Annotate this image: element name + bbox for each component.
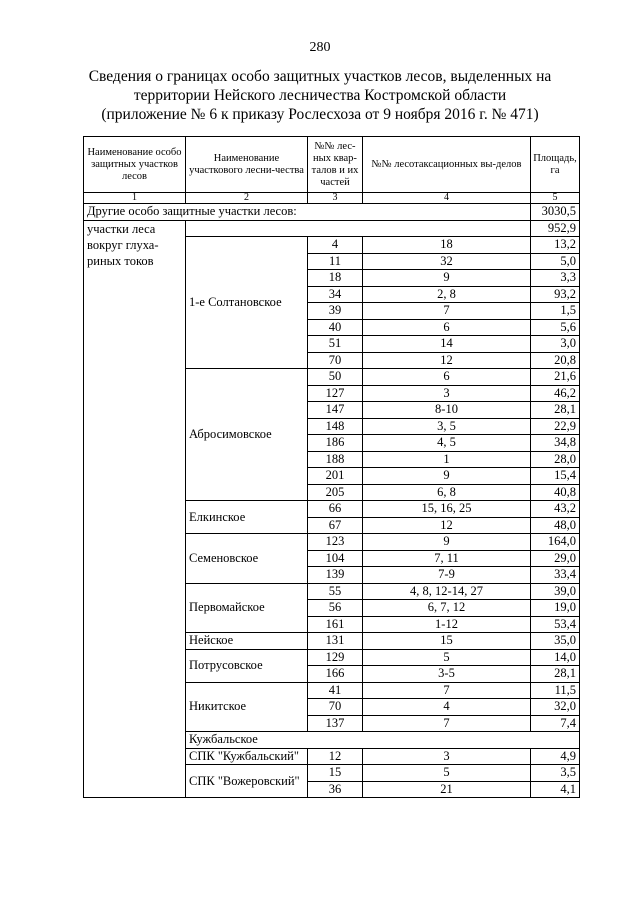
area-value: 32,0 <box>531 699 580 716</box>
allotment-numbers: 7-9 <box>363 567 531 584</box>
area-value: 13,2 <box>531 237 580 254</box>
header-cell: №№ лес-ных квар-талов и их частей <box>308 137 363 193</box>
allotment-numbers: 7 <box>363 682 531 699</box>
column-number: 1 <box>84 193 186 204</box>
column-number: 5 <box>531 193 580 204</box>
column-number: 4 <box>363 193 531 204</box>
allotment-numbers: 15 <box>363 633 531 650</box>
allotment-numbers: 8-10 <box>363 402 531 419</box>
area-value: 46,2 <box>531 385 580 402</box>
quarter-number: 66 <box>308 501 363 518</box>
section-total: 952,9 <box>531 220 580 237</box>
area-value: 29,0 <box>531 550 580 567</box>
quarter-number: 205 <box>308 484 363 501</box>
header-cell: Наименование участкового лесни-чества <box>186 137 308 193</box>
area-value: 22,9 <box>531 418 580 435</box>
allotment-numbers: 4, 5 <box>363 435 531 452</box>
area-value: 93,2 <box>531 286 580 303</box>
area-value: 28,1 <box>531 402 580 419</box>
empty-cell <box>186 220 531 237</box>
quarter-number: 4 <box>308 237 363 254</box>
allotment-numbers: 21 <box>363 781 531 798</box>
quarter-number: 55 <box>308 583 363 600</box>
quarter-number: 137 <box>308 715 363 732</box>
allotment-numbers: 9 <box>363 468 531 485</box>
allotment-numbers: 2, 8 <box>363 286 531 303</box>
quarter-number: 123 <box>308 534 363 551</box>
quarter-number: 36 <box>308 781 363 798</box>
area-value: 21,6 <box>531 369 580 386</box>
forestry-name: СПК "Вожеровский" <box>186 765 308 798</box>
allotment-numbers: 3 <box>363 748 531 765</box>
quarter-number: 56 <box>308 600 363 617</box>
allotment-numbers: 3 <box>363 385 531 402</box>
area-value: 3,0 <box>531 336 580 353</box>
allotment-numbers: 3, 5 <box>363 418 531 435</box>
quarter-number: 166 <box>308 666 363 683</box>
boundaries-table <box>83 136 580 798</box>
area-value: 164,0 <box>531 534 580 551</box>
quarter-number: 127 <box>308 385 363 402</box>
forestry-name: Нейское <box>186 633 308 650</box>
quarter-number: 129 <box>308 649 363 666</box>
allotment-numbers: 1 <box>363 451 531 468</box>
other-areas-row <box>84 204 580 221</box>
allotment-numbers: 5 <box>363 649 531 666</box>
area-value: 48,0 <box>531 517 580 534</box>
forestry-name: Потрусовское <box>186 649 308 682</box>
section-label: участки леса вокруг глуха-риных токов <box>84 220 186 798</box>
allotment-numbers: 18 <box>363 237 531 254</box>
area-value: 19,0 <box>531 600 580 617</box>
quarter-number: 51 <box>308 336 363 353</box>
area-value: 43,2 <box>531 501 580 518</box>
area-value: 4,1 <box>531 781 580 798</box>
allotment-numbers: 1-12 <box>363 616 531 633</box>
header-cell: Площадь, га <box>531 137 580 193</box>
allotment-numbers: 32 <box>363 253 531 270</box>
quarter-number: 186 <box>308 435 363 452</box>
area-value: 11,5 <box>531 682 580 699</box>
allotment-numbers: 7, 11 <box>363 550 531 567</box>
quarter-number: 67 <box>308 517 363 534</box>
allotment-numbers: 4, 8, 12-14, 27 <box>363 583 531 600</box>
allotment-numbers: 6 <box>363 319 531 336</box>
area-value: 5,0 <box>531 253 580 270</box>
allotment-numbers: 15, 16, 25 <box>363 501 531 518</box>
quarter-number: 70 <box>308 699 363 716</box>
quarter-number: 161 <box>308 616 363 633</box>
quarter-number: 12 <box>308 748 363 765</box>
area-value: 28,1 <box>531 666 580 683</box>
quarter-number: 104 <box>308 550 363 567</box>
allotment-numbers: 6 <box>363 369 531 386</box>
other-areas-total: 3030,5 <box>531 204 580 221</box>
document-title <box>60 67 580 124</box>
forestry-name: Первомайское <box>186 583 308 633</box>
column-number: 3 <box>308 193 363 204</box>
allotment-numbers: 7 <box>363 303 531 320</box>
quarter-number: 188 <box>308 451 363 468</box>
forestry-name: Никитское <box>186 682 308 732</box>
header-cell: №№ лесотаксационных вы-делов <box>363 137 531 193</box>
allotment-numbers: 12 <box>363 352 531 369</box>
other-areas-label: Другие особо защитные участки лесов: <box>84 204 531 221</box>
area-value: 3,3 <box>531 270 580 287</box>
quarter-number: 34 <box>308 286 363 303</box>
forestry-name: Абросимовское <box>186 369 308 501</box>
area-value: 40,8 <box>531 484 580 501</box>
area-value: 34,8 <box>531 435 580 452</box>
allotment-numbers: 12 <box>363 517 531 534</box>
area-value: 3,5 <box>531 765 580 782</box>
allotment-numbers: 4 <box>363 699 531 716</box>
header-row <box>84 137 580 193</box>
area-value: 39,0 <box>531 583 580 600</box>
title-line: Сведения о границах особо защитных участков лесов, выделенных на <box>88 68 552 85</box>
quarter-number: 50 <box>308 369 363 386</box>
area-value: 14,0 <box>531 649 580 666</box>
allotment-numbers: 9 <box>363 270 531 287</box>
area-value: 5,6 <box>531 319 580 336</box>
allotment-numbers: 5 <box>363 765 531 782</box>
section-row <box>84 220 580 237</box>
column-number-row <box>84 193 580 204</box>
area-value: 20,8 <box>531 352 580 369</box>
quarter-number: 139 <box>308 567 363 584</box>
area-value: 4,9 <box>531 748 580 765</box>
forestry-name: СПК "Кужбальский" <box>186 748 308 765</box>
title-line: (приложение № 6 к приказу Рослесхоза от 9 ноября 2016 г. № 471) <box>101 106 539 123</box>
allotment-numbers: 14 <box>363 336 531 353</box>
quarter-number: 70 <box>308 352 363 369</box>
area-value: 53,4 <box>531 616 580 633</box>
column-number: 2 <box>186 193 308 204</box>
allotment-numbers: 9 <box>363 534 531 551</box>
area-value: 1,5 <box>531 303 580 320</box>
quarter-number: 148 <box>308 418 363 435</box>
allotment-numbers: 7 <box>363 715 531 732</box>
allotment-numbers: 3-5 <box>363 666 531 683</box>
quarter-number: 147 <box>308 402 363 419</box>
quarter-number: 40 <box>308 319 363 336</box>
quarter-number: 201 <box>308 468 363 485</box>
allotment-numbers: 6, 8 <box>363 484 531 501</box>
quarter-number: 11 <box>308 253 363 270</box>
quarter-number: 41 <box>308 682 363 699</box>
allotment-numbers: 6, 7, 12 <box>363 600 531 617</box>
forestry-name: Семеновское <box>186 534 308 584</box>
title-line: территории Нейского лесничества Костромской области <box>133 87 507 104</box>
header-cell: Наименование особо защитных участков лесов <box>84 137 186 193</box>
area-value: 28,0 <box>531 451 580 468</box>
kuzhbal-label: Кужбальское <box>186 732 580 749</box>
quarter-number: 131 <box>308 633 363 650</box>
page-number: 280 <box>309 40 331 55</box>
forestry-name: 1-е Солтановское <box>186 237 308 369</box>
area-value: 33,4 <box>531 567 580 584</box>
area-value: 15,4 <box>531 468 580 485</box>
area-value: 35,0 <box>531 633 580 650</box>
quarter-number: 18 <box>308 270 363 287</box>
quarter-number: 39 <box>308 303 363 320</box>
forestry-name: Елкинское <box>186 501 308 534</box>
area-value: 7,4 <box>531 715 580 732</box>
quarter-number: 15 <box>308 765 363 782</box>
